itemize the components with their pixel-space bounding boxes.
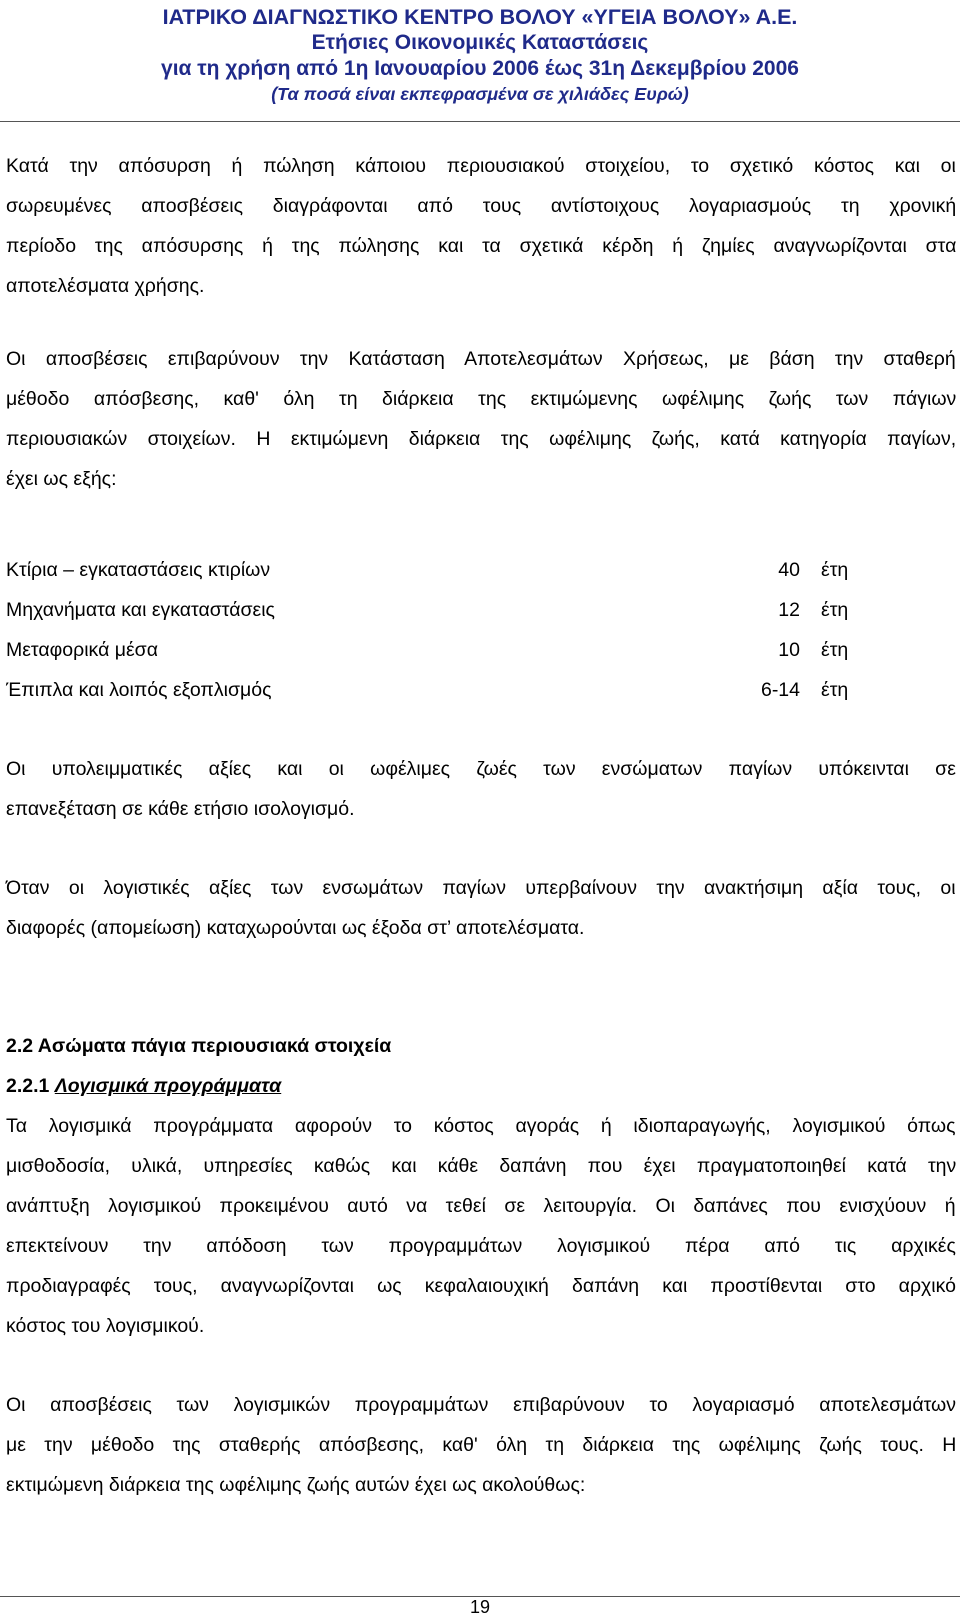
section-intangibles <box>6 1026 956 1106</box>
table-row <box>6 550 956 590</box>
table-row <box>6 670 956 710</box>
asset-years: 6-14 <box>760 679 800 701</box>
fiscal-period: για τη χρήση από 1η Ιανουαρίου 2006 έως 31η Δεκεμβρίου 2006 <box>161 57 799 80</box>
asset-years: 40 <box>778 559 800 581</box>
text-line: Κατά την απόσυρση ή πώληση κάποιου περιουσιακού στοιχείου, το σχετικό κόστος και οι <box>6 155 956 177</box>
text-line: περιουσιακών στοιχείων. Η εκτιμώμενη διάρκεια της ωφέλιμης ζωής, κατά κατηγορία παγίων, <box>6 428 957 450</box>
section-heading: 2.2 Ασώματα πάγια περιουσιακά στοιχεία <box>6 1035 392 1057</box>
subsection-number: 2.2.1 <box>6 1075 50 1097</box>
text-line: Τα λογισμικά προγράμματα αφορούν το κόστος αγοράς ή ιδιοπαραγωγής, λογισμικού όπως <box>6 1115 956 1137</box>
paragraph-depreciation <box>6 339 956 499</box>
asset-years: 12 <box>778 599 800 621</box>
paragraph-software-depreciation <box>6 1385 956 1505</box>
paragraph-disposal <box>6 146 956 306</box>
asset-unit: έτη <box>821 639 849 661</box>
company-name: ΙΑΤΡΙΚΟ ΔΙΑΓΝΩΣΤΙΚΟ ΚΕΝΤΡΟ ΒΟΛΟΥ «ΥΓΕΙΑ ΒΟΛΟΥ» Α.Ε. <box>162 5 798 29</box>
text-line: αποτελέσματα χρήσης. <box>6 275 205 297</box>
text-line: Οι αποσβέσεις των λογισμικών προγραμμάτων επιβαρύνουν το λογαριασμό αποτελεσμάτων <box>6 1394 957 1416</box>
text-line: περίοδο της απόσυρσης ή της πώλησης και τα σχετικά κέρδη ή ζημίες αναγνωρίζονται στα <box>6 235 957 257</box>
text-line: διαφορές (απομείωση) καταχωρούνται ως έξοδα στ’ αποτελέσματα. <box>6 917 585 939</box>
text-line: μέθοδο απόσβεσης, καθ' όλη τη διάρκεια της εκτιμώμενης ωφέλιμης ζωής των πάγιων <box>6 388 957 410</box>
asset-unit: έτη <box>821 599 849 621</box>
text-line: έχει ως εξής: <box>6 468 117 490</box>
currency-note: (Τα ποσά είναι εκπεφρασμένα σε χιλιάδες Ευρώ) <box>271 84 689 104</box>
text-line: μισθοδοσία, υλικά, υπηρεσίες καθώς και κάθε δαπάνη που έχει πραγματοποιηθεί κατά την <box>6 1155 957 1177</box>
asset-category: Έπιπλα και λοιπός εξοπλισμός <box>6 679 272 701</box>
text-line: Οι αποσβέσεις επιβαρύνουν την Κατάσταση Αποτελεσμάτων Χρήσεως, με βάση την σταθερή <box>6 348 956 370</box>
asset-unit: έτη <box>821 559 849 581</box>
text-line: σωρευμένες αποσβέσεις διαγράφονται από τους αντίστοιχους λογαριασμούς τη χρονική <box>6 195 957 217</box>
subsection-heading <box>6 1066 956 1106</box>
paragraph-software <box>6 1106 956 1346</box>
table-row <box>6 630 956 670</box>
text-line: επανεξέταση σε κάθε ετήσιο ισολογισμό. <box>6 798 355 820</box>
asset-category: Μηχανήματα και εγκαταστάσεις <box>6 599 275 621</box>
paragraph-impairment <box>6 868 956 948</box>
asset-category: Κτίρια – εγκαταστάσεις κτιρίων <box>6 559 271 581</box>
asset-category: Μεταφορικά μέσα <box>6 639 158 661</box>
statements-title: Ετήσιες Οικονομικές Καταστάσεις <box>311 31 649 54</box>
asset-unit: έτη <box>821 679 849 701</box>
text-line: με την μέθοδο της σταθερής απόσβεσης, καθ' όλη τη διάρκεια της ωφέλιμης ζωής τους. Η <box>6 1434 957 1456</box>
header-rule <box>0 121 960 122</box>
asset-years: 10 <box>778 639 800 661</box>
page-number: 19 <box>469 1597 491 1617</box>
text-line: επεκτείνουν την απόδοση των προγραμμάτων λογισμικού πέρα από τις αρχικές <box>6 1235 956 1257</box>
document-header <box>0 4 960 106</box>
text-line: κόστος του λογισμικού. <box>6 1315 205 1337</box>
text-line: ανάπτυξη λογισμικού προκειμένου αυτό να τεθεί σε λειτουργία. Οι δαπάνες που ενισχύουν ή <box>6 1195 956 1217</box>
text-line: προδιαγραφές τους, αναγνωρίζονται ως κεφαλαιουχική δαπάνη και προστίθενται στο αρχικό <box>6 1275 956 1297</box>
useful-life-table <box>6 550 956 710</box>
text-line: Οι υπολειμματικές αξίες και οι ωφέλιμες ζωές των ενσώματων παγίων υπόκεινται σε <box>6 758 956 780</box>
subsection-title: Λογισμικά προγράμματα <box>54 1075 282 1097</box>
text-line: Όταν οι λογιστικές αξίες των ενσωμάτων παγίων υπερβαίνουν την ανακτήσιμη αξία τους, οι <box>6 877 956 899</box>
text-line: εκτιμώμενη διάρκεια της ωφέλιμης ζωής αυτών έχει ως ακολούθως: <box>6 1474 586 1496</box>
paragraph-residual-values <box>6 749 956 829</box>
table-row <box>6 590 956 630</box>
